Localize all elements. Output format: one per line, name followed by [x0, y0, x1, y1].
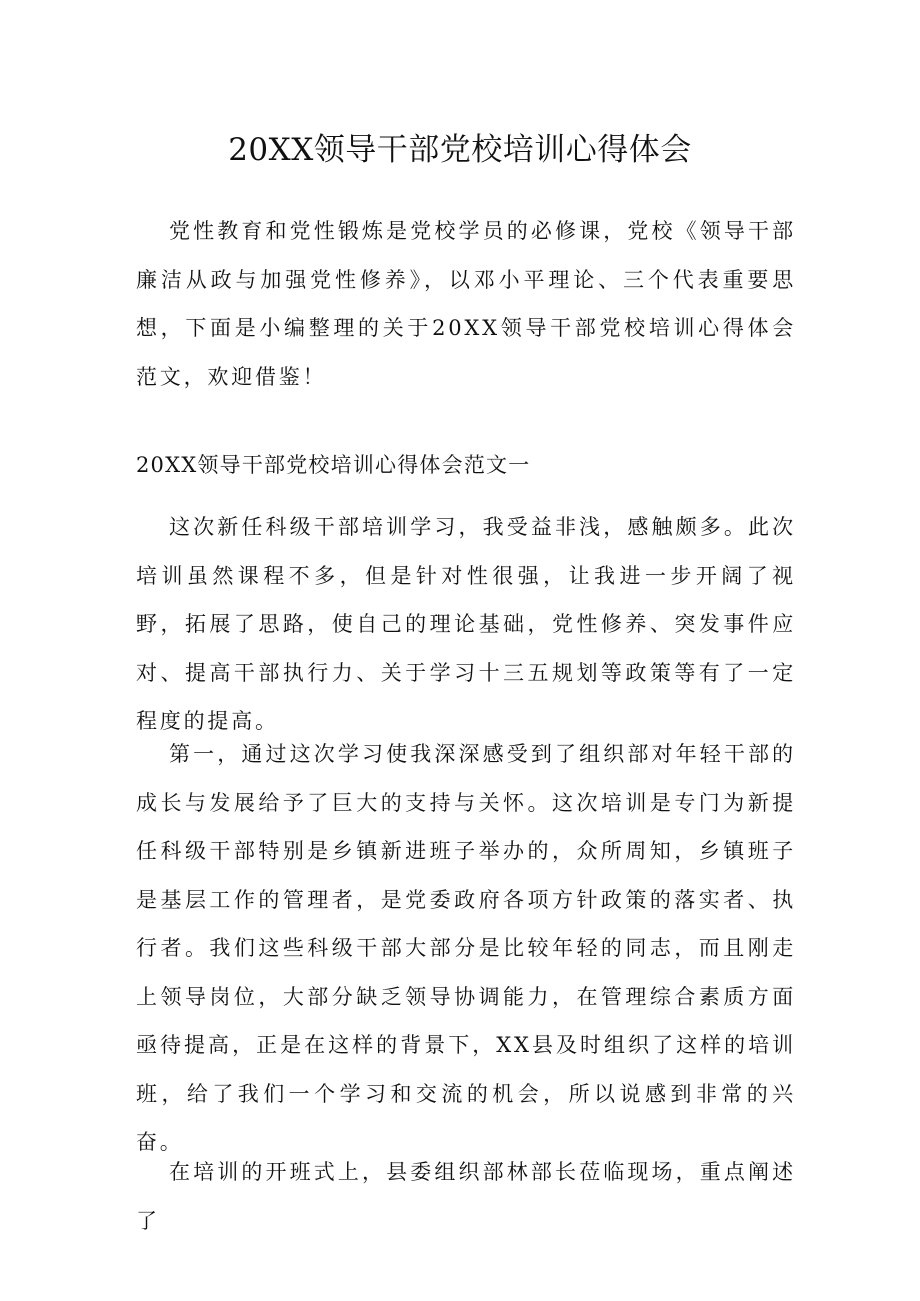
- body-paragraph-1: 这次新任科级干部培训学习，我受益非浅，感触颇多。此次培训虽然课程不多，但是针对性很强，让我进一步开阔了视野，拓展了思路，使自己的理论基础，党性修养、突发事件应对、提高干部执行力、关于学习十三五规划等政策等有了一定程度的提高。: [136, 515, 796, 733]
- document-title: 20XX领导干部党校培训心得体会: [228, 132, 692, 168]
- section-heading: 20XX领导干部党校培训心得体会范文一: [136, 453, 531, 477]
- body-paragraph-3: 在培训的开班式上，县委组织部林部长莅临现场，重点阐述了: [136, 1160, 796, 1233]
- intro-paragraph: 党性教育和党性锻炼是党校学员的必修课，党校《领导干部廉洁从政与加强党性修养》，以邓小平理论、三个代表重要思想，下面是小编整理的关于20XX领导干部党校培训心得体会范文，欢迎借鉴！: [136, 219, 796, 389]
- body-paragraph-2: 第一，通过这次学习使我深深感受到了组织部对年轻干部的成长与发展给予了巨大的支持与关怀。这次培训是专门为新提任科级干部特别是乡镇新进班子举办的，众所周知，乡镇班子是基层工作的管理者，是党委政府各项方针政策的落实者、执行者。我们这些科级干部大部分是比较年轻的同志，而且刚走上领导岗位，大部分缺乏领导协调能力，在管理综合素质方面亟待提高，正是在这样的背景下，XX县及时组织了这样的培训班，给了我们一个学习和交流的机会，所以说感到非常的兴奋。: [136, 742, 796, 1154]
